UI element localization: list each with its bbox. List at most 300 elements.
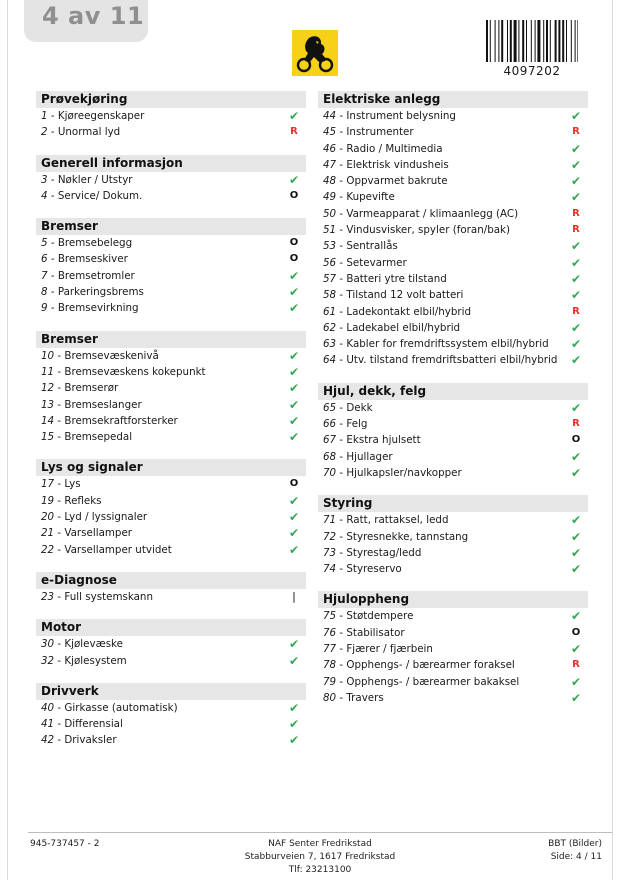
item-separator: -	[336, 466, 347, 479]
checklist-item	[318, 173, 588, 189]
item-label: Bremserør	[64, 382, 119, 395]
checklist-item	[36, 700, 306, 716]
item-separator: -	[336, 338, 347, 351]
checklist-section	[36, 459, 306, 557]
checkmark-icon: ✔	[570, 690, 582, 705]
section-title: Bremser	[36, 331, 306, 348]
checkmark-icon: ✔	[570, 271, 582, 286]
item-number: 19	[41, 494, 55, 507]
item-number: 64	[323, 354, 337, 367]
item-separator: -	[54, 590, 65, 603]
checklist-item	[318, 608, 588, 624]
item-label: Lys	[64, 478, 81, 491]
remark-status: R	[290, 126, 298, 138]
checklist-item	[318, 625, 588, 641]
item-label: Unormal lyd	[57, 126, 121, 139]
checklist-section	[36, 572, 306, 605]
item-label: Bremsetromler	[57, 269, 135, 282]
checklist-right-column	[318, 91, 588, 720]
checklist-item	[318, 141, 588, 157]
item-number: 56	[323, 256, 337, 269]
checkmark-icon: ✔	[288, 301, 300, 316]
observation-status: O	[571, 626, 581, 638]
checklist-item	[318, 189, 588, 205]
item-label: Kjølevæske	[64, 638, 123, 651]
item-separator: -	[47, 173, 58, 186]
item-number: 1	[41, 110, 48, 122]
checkmark-icon: ✔	[570, 562, 582, 577]
item-label: Styresnekke, tannstang	[346, 530, 469, 543]
item-number: 70	[323, 466, 337, 479]
checklist-item	[318, 222, 588, 238]
item-separator: -	[54, 511, 65, 524]
checklist-item	[36, 732, 306, 748]
item-number: 44	[323, 110, 337, 122]
checklist-item	[36, 397, 306, 413]
checkmark-icon: ✔	[570, 157, 582, 172]
checklist-item	[36, 476, 306, 492]
item-number: 78	[323, 659, 337, 672]
section-title: Lys og signaler	[36, 459, 306, 476]
naf-lion-logo-icon	[292, 30, 338, 76]
item-label: Støtdempere	[346, 610, 414, 623]
item-label: Ratt, rattaksel, ledd	[346, 514, 449, 527]
item-number: 74	[323, 563, 337, 576]
item-number: 2	[41, 126, 48, 139]
checklist-item	[318, 238, 588, 254]
item-label: Full systemskann	[64, 590, 153, 603]
item-label: Oppvarmet bakrute	[346, 175, 448, 188]
checklist-item	[318, 545, 588, 561]
checkmark-icon: ✔	[288, 364, 300, 379]
checklist-item	[318, 287, 588, 303]
checkmark-icon: ✔	[288, 653, 300, 668]
checkmark-icon: ✔	[570, 465, 582, 480]
remark-status: R	[572, 418, 580, 430]
checklist-section	[36, 683, 306, 749]
item-number: 23	[41, 590, 55, 603]
checklist-item	[318, 674, 588, 690]
checkmark-icon: ✔	[288, 526, 300, 541]
item-label: Utv. tilstand fremdriftsbatteri elbil/hybrid	[346, 354, 558, 367]
checkmark-icon: ✔	[288, 413, 300, 428]
item-label: Nøkler / Utstyr	[57, 173, 133, 186]
item-separator: -	[54, 398, 65, 411]
item-separator: -	[336, 530, 347, 543]
item-number: 46	[323, 142, 337, 155]
footer-company-phone: Tlf: 23213100	[288, 865, 352, 875]
item-number: 47	[323, 158, 337, 171]
item-number: 5	[41, 237, 48, 250]
checkmark-icon: ✔	[288, 397, 300, 412]
item-separator: -	[47, 237, 58, 250]
checklist-item	[36, 364, 306, 380]
section-title: Motor	[36, 619, 306, 636]
item-label: Differensial	[64, 718, 123, 731]
item-label: Instrument belysning	[346, 110, 456, 122]
item-separator: -	[47, 286, 58, 299]
item-separator: -	[336, 175, 347, 188]
checklist-left-column	[36, 91, 306, 763]
item-label: Elektrisk vindusheis	[346, 158, 449, 171]
item-separator: -	[54, 654, 65, 667]
item-number: 48	[323, 175, 337, 188]
checklist-item	[318, 416, 588, 432]
section-title: Elektriske anlegg	[318, 91, 588, 108]
checkmark-icon: ✔	[570, 674, 582, 689]
item-separator: -	[336, 418, 347, 431]
page-edge-right	[612, 0, 613, 880]
section-title: Drivverk	[36, 683, 306, 700]
checklist-section	[318, 495, 588, 577]
item-label: Bremsepedal	[64, 431, 133, 444]
section-title: Bremser	[36, 218, 306, 235]
checklist-item	[318, 124, 588, 140]
checklist-section	[318, 591, 588, 706]
item-label: Bremsekraftforsterker	[64, 414, 178, 427]
checklist-item	[36, 108, 306, 124]
item-separator: -	[54, 431, 65, 444]
remark-status: R	[572, 224, 580, 236]
item-label: Batteri ytre tilstand	[346, 272, 447, 285]
item-separator: -	[336, 289, 347, 302]
item-label: Hjulkapsler/navkopper	[346, 466, 462, 479]
checkmark-icon: ✔	[288, 493, 300, 508]
item-number: 8	[41, 286, 48, 299]
checkmark-icon: ✔	[288, 717, 300, 732]
item-number: 6	[41, 253, 48, 266]
checklist-item	[318, 157, 588, 173]
footer-page-info	[548, 838, 602, 864]
checklist-item	[36, 235, 306, 251]
item-separator: -	[47, 110, 58, 122]
item-label: Kjøreegenskaper	[57, 110, 145, 122]
item-label: Travers	[346, 691, 384, 704]
checklist-item	[36, 636, 306, 652]
observation-status: O	[289, 189, 299, 201]
item-number: 77	[323, 643, 337, 656]
footer-company-info	[170, 838, 470, 877]
checklist-item	[36, 172, 306, 188]
item-number: 71	[323, 514, 337, 527]
remark-status: R	[572, 305, 580, 317]
item-number: 30	[41, 638, 55, 651]
footer-order-number	[30, 838, 99, 851]
item-separator: -	[336, 207, 347, 220]
checkmark-icon: ✔	[288, 700, 300, 715]
page-counter-badge	[24, 0, 148, 42]
checklist-item	[318, 320, 588, 336]
checkmark-icon: ✔	[288, 109, 300, 123]
item-number: 63	[323, 338, 337, 351]
section-title: Prøvekjøring	[36, 91, 306, 108]
item-label: Bremsevæskenivå	[64, 349, 159, 362]
checklist-item	[36, 493, 306, 509]
item-separator: -	[336, 110, 347, 122]
item-separator: -	[336, 514, 347, 527]
item-number: 11	[41, 365, 55, 378]
item-number: 68	[323, 450, 337, 463]
item-number: 67	[323, 434, 337, 447]
checklist-item	[318, 529, 588, 545]
checkmark-icon: ✔	[570, 609, 582, 624]
item-number: 22	[41, 543, 55, 556]
item-label: Kabler for fremdriftssystem elbil/hybrid	[346, 338, 549, 351]
item-number: 41	[41, 718, 55, 731]
checklist-section	[36, 218, 306, 316]
checklist-item	[318, 352, 588, 368]
checklist-item	[36, 188, 306, 204]
item-separator: -	[336, 610, 347, 623]
checkmark-icon: ✔	[570, 190, 582, 205]
checkmark-icon: ✔	[288, 637, 300, 652]
item-number: 14	[41, 414, 55, 427]
checklist-item	[318, 465, 588, 481]
page-counter-text: 4 av 11	[42, 2, 145, 30]
item-number: 10	[41, 349, 55, 362]
item-number: 57	[323, 272, 337, 285]
checklist-item	[318, 657, 588, 673]
checklist-item	[318, 255, 588, 271]
checklist-item	[318, 449, 588, 465]
item-label: Tilstand 12 volt batteri	[346, 289, 464, 302]
item-separator: -	[54, 414, 65, 427]
checklist-item	[36, 716, 306, 732]
item-separator: -	[336, 272, 347, 285]
checkmark-icon: ✔	[288, 268, 300, 283]
observation-status: O	[571, 434, 581, 446]
checklist-section	[36, 155, 306, 205]
item-number: 80	[323, 691, 337, 704]
item-number: 62	[323, 321, 337, 334]
item-label: Bremsevæskens kokepunkt	[64, 365, 206, 378]
item-number: 3	[41, 173, 48, 186]
item-separator: -	[336, 626, 347, 639]
item-number: 45	[323, 126, 337, 139]
item-separator: -	[47, 253, 58, 266]
checkmark-icon: ✔	[288, 733, 300, 748]
item-separator: -	[336, 305, 347, 318]
checklist-section	[36, 91, 306, 141]
checkmark-icon: ✔	[570, 400, 582, 415]
observation-status: O	[289, 253, 299, 265]
item-number: 12	[41, 382, 55, 395]
checklist-item	[36, 653, 306, 669]
item-label: Bremsevirkning	[57, 302, 139, 315]
checklist-item	[318, 641, 588, 657]
checkmark-icon: ✔	[570, 642, 582, 657]
footer-divider	[28, 832, 612, 833]
checkmark-icon: ✔	[570, 353, 582, 368]
checklist-item	[318, 561, 588, 577]
item-number: 21	[41, 527, 55, 540]
checklist-section	[36, 331, 306, 446]
item-number: 49	[323, 191, 337, 204]
checklist-item	[36, 509, 306, 525]
item-separator: -	[336, 563, 347, 576]
checkmark-icon: ✔	[288, 348, 300, 363]
checklist-section	[318, 383, 588, 481]
item-separator: -	[54, 349, 65, 362]
checklist-item	[36, 300, 306, 316]
item-number: 13	[41, 398, 55, 411]
remark-status: R	[572, 207, 580, 219]
item-number: 32	[41, 654, 55, 667]
item-number: 20	[41, 511, 55, 524]
checkmark-icon: ✔	[570, 174, 582, 189]
page-edge-left	[7, 0, 8, 880]
item-label: Fjærer / fjærbein	[346, 643, 433, 656]
checklist-item	[36, 380, 306, 396]
item-number: 7	[41, 269, 48, 282]
item-number: 73	[323, 546, 337, 559]
checklist-item	[36, 348, 306, 364]
item-label: Felg	[346, 418, 368, 431]
item-separator: -	[336, 224, 347, 237]
checklist-section	[318, 91, 588, 369]
item-number: 72	[323, 530, 337, 543]
checklist-item	[36, 251, 306, 267]
item-label: Stabilisator	[346, 626, 405, 639]
item-label: Opphengs- / bærearmer bakaksel	[346, 675, 520, 688]
item-separator: -	[54, 478, 65, 491]
checkmark-icon: ✔	[570, 288, 582, 303]
item-separator: -	[54, 701, 65, 714]
checkmark-icon: ✔	[570, 513, 582, 528]
item-number: 50	[323, 207, 337, 220]
observation-status: O	[289, 237, 299, 249]
footer-order-text: 945-737457 - 2	[30, 839, 100, 849]
checklist-item	[318, 336, 588, 352]
item-number: 15	[41, 431, 55, 444]
item-number: 4	[41, 189, 48, 202]
checkmark-icon: ✔	[570, 109, 582, 123]
checkmark-icon: ✔	[288, 542, 300, 557]
item-label: Dekk	[346, 401, 373, 414]
checkmark-icon: ✔	[288, 381, 300, 396]
checkmark-icon: ✔	[570, 529, 582, 544]
checkmark-icon: ✔	[570, 337, 582, 352]
checkmark-icon: ✔	[288, 285, 300, 300]
barcode-icon	[486, 20, 578, 66]
checkmark-icon: ✔	[288, 172, 300, 187]
not-applicable-status: |	[292, 589, 296, 603]
item-label: Setevarmer	[346, 256, 407, 269]
section-title: Styring	[318, 495, 588, 512]
checklist-item	[36, 429, 306, 445]
item-separator: -	[336, 691, 347, 704]
item-number: 76	[323, 626, 337, 639]
item-separator: -	[54, 494, 65, 507]
item-separator: -	[336, 240, 347, 253]
item-separator: -	[336, 546, 347, 559]
item-label: Bremseslanger	[64, 398, 142, 411]
item-separator: -	[336, 401, 347, 414]
item-number: 61	[323, 305, 337, 318]
item-number: 9	[41, 302, 48, 315]
item-label: Ladekontakt elbil/hybrid	[346, 305, 472, 318]
footer-company-name: NAF Senter Fredrikstad	[268, 839, 372, 849]
item-separator: -	[54, 718, 65, 731]
item-label: Varsellamper	[64, 527, 133, 540]
item-number: 58	[323, 289, 337, 302]
item-separator: -	[336, 158, 347, 171]
checklist-item	[318, 304, 588, 320]
item-label: Service/ Dokum.	[57, 189, 143, 202]
item-label: Radio / Multimedia	[346, 142, 443, 155]
item-separator: -	[47, 302, 58, 315]
item-label: Instrumenter	[346, 126, 414, 139]
item-separator: -	[336, 675, 347, 688]
remark-status: R	[572, 126, 580, 138]
footer-page-number: Side: 4 / 11	[550, 852, 602, 862]
item-separator: -	[336, 434, 347, 447]
observation-status: O	[289, 478, 299, 490]
item-separator: -	[54, 638, 65, 651]
item-label: Ladekabel elbil/hybrid	[346, 321, 461, 334]
checkmark-icon: ✔	[570, 320, 582, 335]
checkmark-icon: ✔	[288, 430, 300, 445]
checkmark-icon: ✔	[570, 255, 582, 270]
checkmark-icon: ✔	[570, 449, 582, 464]
item-separator: -	[336, 126, 347, 139]
item-label: Sentrallås	[346, 240, 398, 253]
item-label: Bremsebelegg	[57, 237, 133, 250]
item-label: Varsellamper utvidet	[64, 543, 172, 556]
checkmark-icon: ✔	[570, 545, 582, 560]
checklist-item	[36, 124, 306, 140]
checkmark-icon: ✔	[570, 141, 582, 156]
item-label: Bremseskiver	[57, 253, 128, 266]
item-separator: -	[336, 659, 347, 672]
item-separator: -	[54, 382, 65, 395]
item-number: 40	[41, 701, 55, 714]
item-number: 75	[323, 610, 337, 623]
item-separator: -	[336, 142, 347, 155]
item-separator: -	[336, 643, 347, 656]
checklist-item	[318, 432, 588, 448]
item-label: Varmeapparat / klimaanlegg (AC)	[346, 207, 519, 220]
barcode-number: 4097202	[503, 64, 561, 78]
checklist-item	[36, 542, 306, 558]
section-title: e-Diagnose	[36, 572, 306, 589]
checklist-section	[36, 619, 306, 669]
item-separator: -	[54, 365, 65, 378]
item-label: Styreservo	[346, 563, 402, 576]
section-title: Hjuloppheng	[318, 591, 588, 608]
item-number: 17	[41, 478, 55, 491]
checklist-item	[318, 512, 588, 528]
item-label: Vindusvisker, spyler (foran/bak)	[346, 224, 511, 237]
item-separator: -	[54, 543, 65, 556]
item-separator: -	[47, 126, 58, 139]
checkmark-icon: ✔	[288, 510, 300, 525]
checklist-item	[36, 589, 306, 605]
item-label: Girkasse (automatisk)	[64, 701, 178, 714]
footer-document-type: BBT (Bilder)	[548, 839, 602, 849]
item-label: Lyd / lyssignaler	[64, 511, 148, 524]
item-separator: -	[54, 527, 65, 540]
checklist-item	[36, 268, 306, 284]
item-label: Hjullager	[346, 450, 393, 463]
item-label: Refleks	[64, 494, 102, 507]
checklist-item	[318, 400, 588, 416]
item-number: 79	[323, 675, 337, 688]
item-separator: -	[54, 734, 65, 747]
item-number: 42	[41, 734, 55, 747]
item-label: Ekstra hjulsett	[346, 434, 421, 447]
remark-status: R	[572, 659, 580, 671]
